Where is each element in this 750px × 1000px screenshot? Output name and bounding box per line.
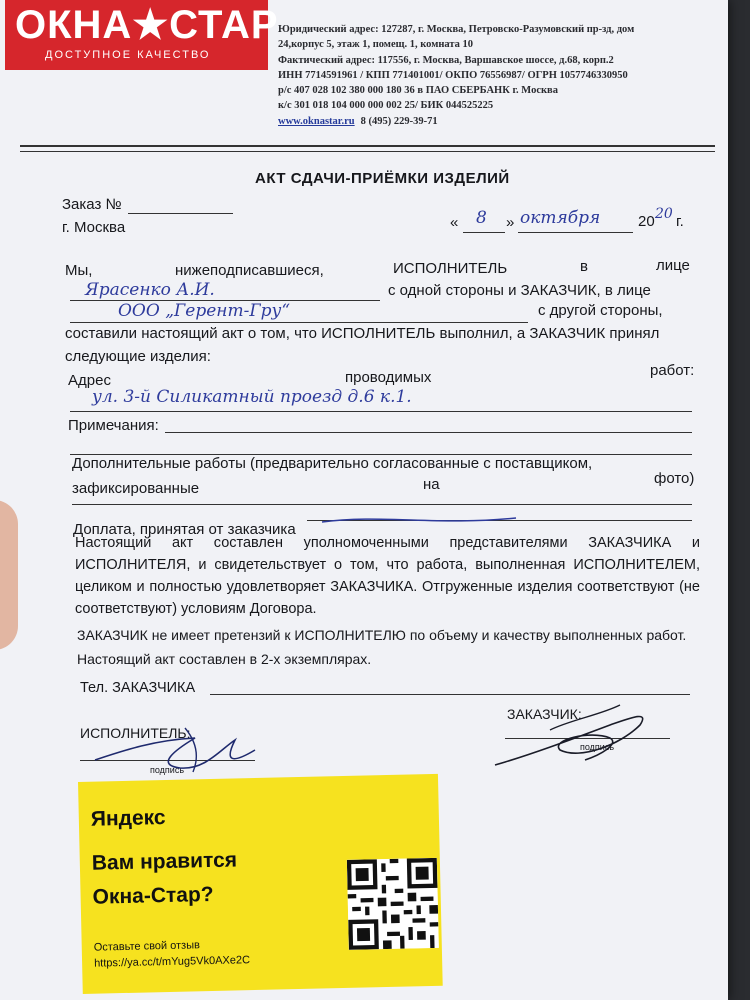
date-year-prefix: 20 [638,213,655,230]
company-info-line: Фактический адрес: 117556, г. Москва, Варшавское шоссе, д.68, корп.2 [278,54,614,66]
additional-works-word: на [423,476,440,493]
ad-question-line2: Окна-Стар? [92,882,214,909]
items-label: следующие изделия: [65,348,211,365]
logo-wordmark: ОКНА★СТАР [15,3,279,47]
executor-signature-caption: подпись [150,765,185,775]
company-contacts [278,114,718,129]
executor-representative: Ярасенко А.И. [85,280,215,300]
company-info-line: к/с 301 018 104 000 000 002 25/ БИК 044525225 [278,100,494,112]
act-statement: составили настоящий акт о том, что ИСПОЛНИТЕЛЬ выполнил, а ЗАКАЗЧИК принял [65,325,660,342]
document-title: АКТ СДАЧИ-ПРИЁМКИ ИЗДЕЛИЙ [255,170,510,187]
ink-stroke [320,512,520,528]
executor-signature-label: ИСПОЛНИТЕЛЬ: [80,725,191,741]
executor-signature-image [85,710,285,780]
company-info-line: р/с 407 028 102 380 000 180 36 в ПАО СБЕРБАНК г. Москва [278,85,558,97]
party2-text: с другой стороны, [538,302,663,319]
additional-works-word: фото) [654,470,695,487]
header-divider [20,145,715,152]
yandex-review-sticker [78,774,443,994]
customer-line [70,322,528,323]
notes-line [165,432,692,433]
address-word: работ: [650,362,695,379]
date-quote-close: » [506,214,515,231]
website-link[interactable]: www.oknastar.ru [278,115,355,127]
company-info-line: 24,корпус 5, этаж 1, помещ. 1, комната 10 [278,39,474,51]
date-year-suffix: 20 [655,206,673,222]
yandex-logo-text: Яндекс [90,806,166,831]
notes-label: Примечания: [68,417,159,434]
company-details [278,22,718,129]
customer-signature-caption: подпись [580,742,615,752]
additional-works-word: зафиксированные [72,480,200,497]
customer-phone-line [210,694,690,695]
city-label: г. Москва [62,219,126,236]
logo-tagline: ДОСТУПНОЕ КАЧЕСТВО [45,49,211,61]
date-day: 8 [476,208,487,228]
customer-signature-label: ЗАКАЗЧИК: [507,706,582,722]
order-number-line [128,213,233,214]
order-label: Заказ № [62,196,122,213]
date-month-line [518,232,633,233]
party1-text: с одной стороны и ЗАКАЗЧИК, в лице [388,282,651,299]
payment-label: Доплата, принятая от заказчика [73,521,296,538]
intro-word: в [580,258,588,275]
act-body-paragraph: Настоящий акт составлен уполномоченными представителями ЗАКАЗЧИКА и ИСПОЛНИТЕЛЯ, и свидетельствует о том, что работа, выполненная ИСПОЛНИТЕЛЕМ, целиком и полностью удовлетворяет ЗАКАЗЧИКА. Отгруженные изделия соответствуют (не соответствуют) условиям Договора. [75,535,700,617]
intro-word: Мы, [65,262,93,279]
review-cta: Оставьте свой отзыв [93,939,201,954]
date-year-end: г. [676,213,684,230]
company-logo [5,0,279,70]
address-line [70,411,692,412]
customer-signature-image [490,700,670,780]
work-address-value: ул. 3-й Силикатный проезд д.6 к.1. [92,387,412,407]
address-word: Адрес [68,372,111,389]
date-quote-open: « [450,214,459,231]
intro-word: ИСПОЛНИТЕЛЬ [393,260,508,277]
review-url[interactable]: https://ya.cc/t/mYug5Vk0AXe2C [93,954,251,970]
qr-code-icon[interactable] [347,858,439,950]
no-claims-text: ЗАКАЗЧИК не имеет претензий к ИСПОЛНИТЕЛЮ по объему и качеству выполненных работ. [77,627,687,643]
intro-word: лице [656,257,690,274]
company-info-line: ИНН 7714591961 / КПП 771401001/ ОКПО 76556987/ ОГРН 1057746330950 [278,69,628,81]
company-info-line: Юридический адрес: 127287, г. Москва, Петровско-Разумовский пр-зд, дом [278,24,635,35]
date-month: октября [520,208,601,228]
customer-phone-label: Тел. ЗАКАЗЧИКА [80,680,196,696]
address-word: проводимых [345,369,432,386]
customer-representative: ООО „Герент-Гру“ [118,301,291,321]
intro-word: нижеподписавшиеся, [175,262,324,279]
ad-question-line1: Вам нравится [91,848,238,875]
company-phone: 8 (495) 229-39-71 [360,115,438,127]
additional-works-line [72,504,692,505]
copies-text: Настоящий акт составлен в 2-х экземплярах. [77,651,372,667]
date-day-line [463,232,505,233]
finger-edge [0,500,18,650]
additional-works-text: Дополнительные работы (предварительно согласованные с поставщиком, [72,455,593,472]
